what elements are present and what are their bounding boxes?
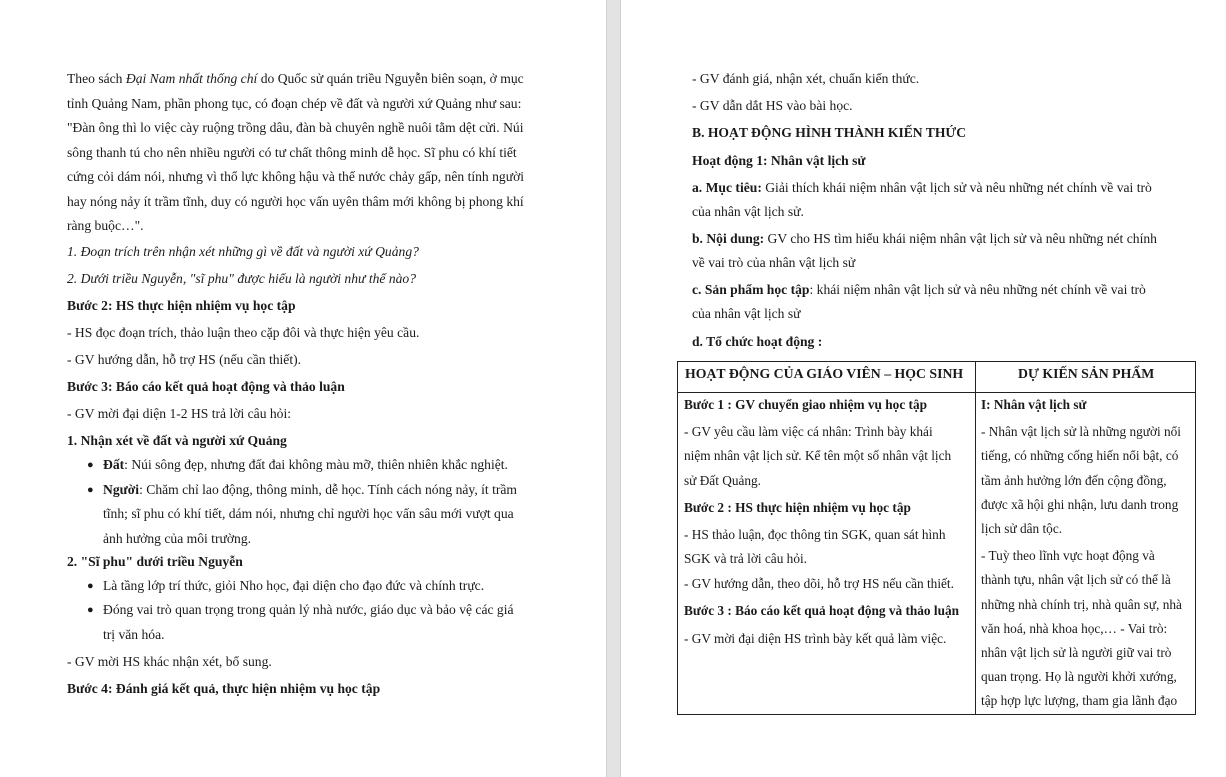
objective-cont: của nhân vật lịch sử. [692,204,804,219]
para1-line-2: tỉnh Quảng Nam, phần phong tục, có đoạn chép về đất và người xứ Quảng như sau: [67,96,522,111]
table-right-line: nhân vật lịch sử là người giữ vai trò [981,645,1172,660]
table-border-left [677,361,678,715]
heading-land-people: 1. Nhận xét về đất và người xứ Quảng [67,433,287,448]
table-header-right: DỰ KIẾN SẢN PHẨM [1018,366,1155,381]
table-border-bottom [677,714,1196,715]
table-right-line: tiếng, có những cống hiến nổi bật, có [981,448,1179,463]
heading-si-phu: 2. "Sĩ phu" dưới triều Nguyễn [67,554,243,569]
table-border-top [677,361,1196,362]
table-right-line: thành tựu, nhân vật lịch sử có thể là [981,572,1171,587]
gv-more-line: - GV mời HS khác nhận xét, bổ sung. [67,654,272,669]
table-header-divider [677,392,1196,393]
table-left-line: Bước 3 : Báo cáo kết quả hoạt động và thảo luận [684,603,960,618]
gv-lead-line: - GV dẫn dắt HS vào bài học. [692,98,853,113]
table-right-line: I: Nhân vật lịch sử [981,397,1087,412]
step-3-heading: Bước 3: Báo cáo kết quả hoạt động và thảo luận [67,379,345,394]
step-2-line-2: - GV hướng dẫn, hỗ trợ HS (nếu cần thiết). [67,352,302,367]
objective-line: a. Mục tiêu: Giải thích khái niệm nhân vật lịch sử và nêu những nét chính về vai trò [692,180,1152,195]
question-1: 1. Đoạn trích trên nhận xét những gì về đất và người xứ Quảng? [67,244,419,259]
organization-heading: d. Tổ chức hoạt động : [692,334,823,349]
bullet-si-phu-1: Là tầng lớp trí thức, giỏi Nho học, đại diện cho đạo đức và chính trực. [103,578,485,593]
table-left-line: Bước 2 : HS thực hiện nhiệm vụ học tập [684,500,911,515]
bullet-si-phu-2: Đóng vai trò quan trọng trong quản lý nhà nước, giáo dục và bảo vệ các giá [103,602,514,617]
table-right-line: văn hoá, nhà khoa học,… - Vai trò: [981,621,1168,636]
table-left-line: - GV yêu cầu làm việc cá nhân: Trình bày khái [684,424,933,439]
product-line: c. Sản phẩm học tập: khái niệm nhân vật lịch sử và nêu những nét chính về vai trò [692,282,1146,297]
product-cont: của nhân vật lịch sử [692,306,801,321]
table-column-divider [975,361,976,715]
table-left-line: Bước 1 : GV chuyển giao nhiệm vụ học tập [684,397,928,412]
bullet-dat: Đất: Núi sông đẹp, nhưng đất đai không màu mỡ, thiên nhiên khắc nghiệt. [103,457,508,472]
table-right-line: những nhà chính trị, nhà quân sự, nhà [981,597,1182,612]
content-cont: về vai trò của nhân vật lịch sử [692,255,856,270]
document-page-right [621,0,1226,777]
para1-line-1: Theo sách Đại Nam nhất thống chí do Quốc sử quán triều Nguyễn biên soạn, ở mục [67,71,524,86]
activity-1-heading: Hoạt động 1: Nhân vật lịch sử [692,153,866,168]
step-3-line-1: - GV mời đại diện 1-2 HS trả lời câu hỏi: [67,406,292,421]
gv-evaluate-line: - GV đánh giá, nhận xét, chuẩn kiến thức. [692,71,920,86]
question-2: 2. Dưới triều Nguyễn, "sĩ phu" được hiểu là người như thế nào? [67,271,417,286]
table-left-line: - GV mời đại diện HS trình bày kết quả làm việc. [684,631,947,646]
bullet-nguoi-cont-1: tĩnh; sĩ phu có khí tiết, dám nói, nhưng chỉ người học vấn sâu mới vượt qua [103,506,514,521]
bullet-dot-icon: ● [87,484,94,496]
table-right-line: - Nhân vật lịch sử là những người nổi [981,424,1182,439]
step-2-heading: Bước 2: HS thực hiện nhiệm vụ học tập [67,298,296,313]
table-right-line: tập hợp lực lượng, tham gia lãnh đạo [981,693,1178,708]
para1-line-7: ràng buộc…". [67,218,144,233]
para1-line-4: sông thanh tú cho nên nhiều người có tư chất thông minh dễ học. Sĩ phu có khí tiết [67,145,517,160]
content-line: b. Nội dung: GV cho HS tìm hiểu khái niệm nhân vật lịch sử và nêu những nét chính [692,231,1157,246]
table-border-right [1195,361,1196,715]
step-4-heading: Bước 4: Đánh giá kết quả, thực hiện nhiệm vụ học tập [67,681,381,696]
table-right-line: lịch sử dân tộc. [981,521,1063,536]
table-left-line: SGK và trả lời câu hỏi. [684,551,807,566]
para1-line-3: "Đàn ông thì lo việc cày ruộng trồng dâu, đàn bà chuyên nghề nuôi tằm dệt cửi. Núi [67,120,524,135]
table-left-line: - GV hướng dẫn, theo dõi, hỗ trợ HS nếu cần thiết. [684,576,954,591]
table-header-left: HOẠT ĐỘNG CỦA GIÁO VIÊN – HỌC SINH [685,366,964,381]
bullet-si-phu-2-cont: trị văn hóa. [103,627,165,642]
table-right-line: - Tuỳ theo lĩnh vực hoạt động và [981,548,1155,563]
step-2-line-1: - HS đọc đoạn trích, thảo luận theo cặp đôi và thực hiện yêu cầu. [67,325,420,340]
bullet-nguoi-cont-2: ảnh hưởng của môi trường. [103,531,252,546]
table-right-line: quan trọng. Họ là người khởi xướng, [981,669,1177,684]
bullet-dot-icon: ● [87,604,94,616]
para1-line-6: hay nóng nảy ít trầm tĩnh, duy có người học vấn uyên thâm mới không bị phong khí [67,194,524,209]
section-b-heading: B. HOẠT ĐỘNG HÌNH THÀNH KIẾN THỨC [692,125,967,140]
bullet-nguoi: Người: Chăm chỉ lao động, thông minh, dễ học. Tính cách nóng nảy, ít trầm [103,482,517,497]
table-right-line: tầm ảnh hưởng lớn đến cộng đồng, [981,473,1167,488]
table-left-line: sử Đất Quảng. [684,473,762,488]
table-right-line: được xã hội ghi nhận, lưu danh trong [981,497,1179,512]
table-left-line: - HS thảo luận, đọc thông tin SGK, quan sát hình [684,527,946,542]
document-page-left [0,0,606,777]
bullet-dot-icon: ● [87,580,94,592]
bullet-dot-icon: ● [87,459,94,471]
table-left-line: niệm nhân vật lịch sử. Kể tên một số nhân vật lịch [684,448,952,463]
page-gutter [606,0,621,777]
para1-line-5: cứng cỏi dám nói, nhưng vì thổ lực không hậu và thế nước chảy gấp, nên tính người [67,169,525,184]
